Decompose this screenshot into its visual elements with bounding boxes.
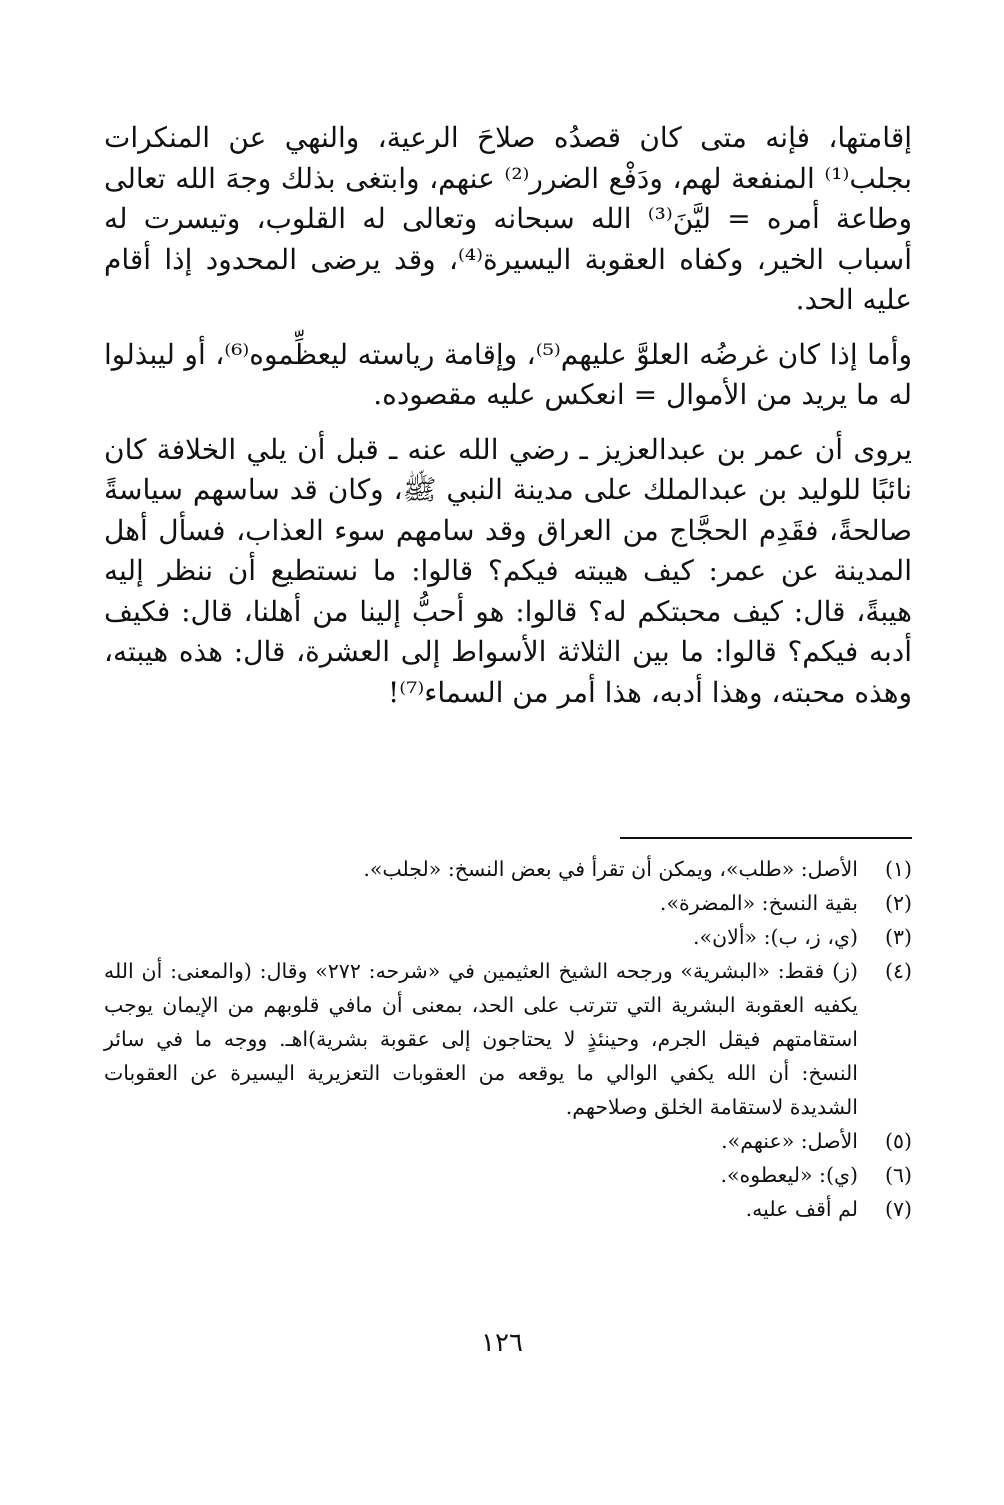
paragraph bbox=[104, 430, 912, 714]
footnote bbox=[104, 852, 912, 886]
paragraph bbox=[104, 335, 912, 416]
footnote-divider bbox=[620, 837, 912, 839]
footnote bbox=[104, 1158, 912, 1192]
footnote bbox=[104, 886, 912, 920]
footnote-text: (ي، ز، ب): «ألان». bbox=[693, 925, 858, 949]
footnote-text: الأصل: «عنهم». bbox=[721, 1129, 858, 1153]
paragraph-text: وأما إذا كان غرضُه العلوَّ عليهم⁽⁵⁾، وإقامة رياسته ليعظِّموه⁽⁶⁾، أو ليبذلوا له ما يريد من الأموال = انعكس عليه مقصوده. bbox=[104, 337, 913, 411]
footnote bbox=[104, 1124, 912, 1158]
footnote-text: (ز) فقط: «البشرية» ورجحه الشيخ العثيمين في «شرحه: ٢٧٢» وقال: (والمعنى: أن الله يكفيه العقوبة البشرية التي تترتب على الحد، بمعنى أن مافي قلوبهم من الإيمان يوجب استقامتهم فيقل الجرم، وحينئذٍ لا يحتاجون إلى عقوبة بشرية)اهـ. ووجه ما في سائر النسخ: أن الله يكفي الوالي ما يوقعه من العقوبات التعزيرية اليسيرة عن العقوبات الشديدة لاستقامة الخلق وصلاحهم. bbox=[104, 959, 858, 1119]
footnote bbox=[104, 954, 912, 1124]
footnote-number: (٦) bbox=[884, 1163, 912, 1187]
footnote-number: (٣) bbox=[884, 925, 912, 949]
footnote bbox=[104, 1192, 912, 1226]
footnote-number: (٧) bbox=[884, 1197, 912, 1221]
footnote-text: (ي): «ليعطوه». bbox=[720, 1163, 858, 1187]
footnote-text: لم أقف عليه. bbox=[745, 1197, 858, 1221]
footnote-number: (٢) bbox=[884, 891, 912, 915]
footnote bbox=[104, 920, 912, 954]
footnote-number: (١) bbox=[884, 857, 912, 881]
footnotes bbox=[104, 852, 912, 1226]
page-number: ١٢٦ bbox=[481, 1328, 523, 1358]
paragraph-text: يروى أن عمر بن عبدالعزيز ـ رضي الله عنه ـ قبل أن يلي الخلافة كان نائبًا للوليد بن عبدالملك على مدينة النبي ﷺ، وكان قد ساسهم سياسةً صالحةً، فقَدِم الحجَّاج من العراق وقد سامهم سوء العذاب، فسأل أهل المدينة عن عمر: كيف هيبته فيكم؟ قالوا: ما نستطيع أن ننظر إليه هيبةً، قال: كيف محبتكم له؟ قالوا: هو أحبُّ إلينا من أهلنا، قال: فكيف أدبه فيكم؟ قالوا: ما بين الثلاثة الأسواط إلى العشرة، قال: هذه هيبته، وهذه محبته، وهذا أدبه، هذا أمر من السماء⁽⁷⁾! bbox=[104, 432, 912, 709]
main-text bbox=[104, 118, 912, 727]
footnote-text: الأصل: «طلب»، ويمكن أن تقرأ في بعض النسخ: «لجلب». bbox=[363, 857, 858, 881]
paragraph-text: إقامتها، فإنه متى كان قصدُه صلاحَ الرعية، والنهي عن المنكرات بجلب⁽¹⁾ المنفعة لهم، ودَفْع الضرر⁽²⁾ عنهم، وابتغى بذلك وجهَ الله تعالى وطاعة أمره = ليَّنَ⁽³⁾ الله سبحانه وتعالى له القلوب، وتيسرت له أسباب الخير، وكفاه العقوبة اليسيرة⁽⁴⁾، وقد يرضى المحدود إذا أقام عليه الحد. bbox=[104, 121, 913, 316]
footnote-text: بقية النسخ: «المضرة». bbox=[659, 891, 858, 915]
paragraph bbox=[104, 118, 912, 321]
footnote-number: (٥) bbox=[884, 1129, 912, 1153]
footnote-number: (٤) bbox=[884, 959, 912, 983]
